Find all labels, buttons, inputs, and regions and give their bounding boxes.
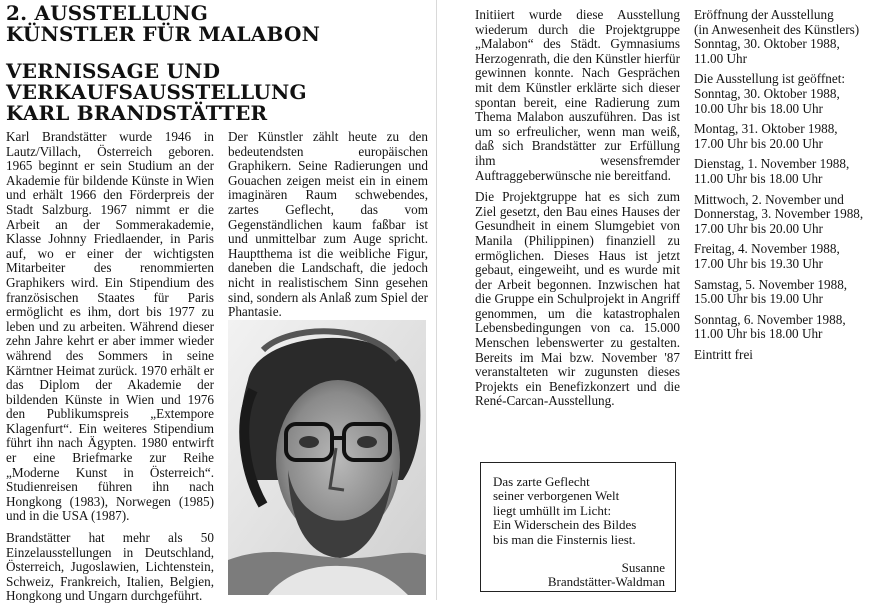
schedule-entry — [694, 278, 878, 307]
schedule-line: Montag, 31. Oktober 1988, — [694, 121, 838, 137]
exhibition-title-line: VERKAUFSAUSSTELLUNG — [6, 80, 307, 104]
schedule-entry — [694, 157, 878, 186]
schedule-line: Mittwoch, 2. November und — [694, 191, 844, 207]
schedule-line: 15.00 Uhr bis 19.00 Uhr — [694, 291, 823, 307]
schedule-line: 17.00 Uhr bis 20.00 Uhr — [694, 220, 823, 236]
poem-line: seiner verborgenen Welt — [493, 488, 620, 504]
poem-line: bis man die Finsternis liest. — [493, 531, 636, 547]
opening-hours-list — [694, 72, 878, 116]
project-goal-paragraph: Die Projektgruppe hat es sich zum Ziel gesetzt, den Bau eines Hauses der Gesundheit in einem Slumgebiet von Manila (Philippinen) finanziell zu ermöglichen. Dieses Haus ist jetzt gebaut, eingeweiht, und es wurde mit der Arbeit begonnen. Inzwischen hat die Gruppe ein Schulprojekt in Angriff genommen, um die katastrophalen Lebensbedingungen von ca. 15.000 Menschen lebenswerter zu gestalten. Bereits im Mai bzw. November '87 veranstalteten wir zugunsten dieses Projekts ein Benefizkonzert und die René-Carcan-Ausstellung. — [475, 189, 680, 409]
schedule-entry — [694, 193, 878, 237]
opening-hours-heading: Die Ausstellung ist geöffnet: — [694, 71, 846, 87]
schedule-line: Freitag, 4. November 1988, — [694, 241, 840, 257]
biography-paragraph: Karl Brandstätter wurde 1946 in Lautz/Villach, Österreich geboren. 1965 beginnt er sein Studium an der Akademie für bildende Künste in Wien und erhält 1966 den Förderpreis der Stadt Salzburg. 1967 nimmt er die Arbeit an der Sommerakademie, Klasse Johnny Friedlaender, in Paris auf, wo er einer der wichtigsten Mitarbeiter des renommierten Graphikers wird. Ein Stipendium des französischen Staates für Paris ermöglicht es ihm, dort bis 1977 zu leben und zu arbeiten. Während dieser zehn Jahre kehrt er aber immer wieder während des Sommers in seine Kärntner Heimat zurück. 1970 erhält er das Diplom der Akademie der bildenden Künste in Wien und 1976 den Publikumspreis „Extempore Klagenfurt“. Ein weiteres Stipendium führt ihn nach Ägypten. 1980 entwirft er eine Briefmarke zur Reihe „Moderne Kunst in Österreich“. Studienreisen führen ihn nach Hongkong (1983), Norwegen (1985) und in die USA (1987). — [6, 129, 214, 524]
opening-hours-column — [694, 8, 878, 368]
artwork-paragraph: Der Künstler zählt heute zu den bedeutendsten europäischen Graphikern. Seine Radierungen und Gouachen zeigen meist ein in einem imaginären Raum schwebendes, zartes Geflecht, das vom Gegenständlichen kaum faßbar ist und unmittelbar zum Auge spricht. Hauptthema ist die weibliche Figur, daneben die Landschaft, die jedoch nicht in realistischem Sinn gesehen sind, sondern als Anlaß zum Spiel der Phantasie. — [228, 129, 428, 320]
admission-note — [694, 348, 878, 363]
artwork-column — [228, 130, 428, 327]
exhibition-title-line: VERNISSAGE UND — [6, 59, 221, 83]
schedule-entry — [694, 313, 878, 342]
schedule-line: Sonntag, 30. Oktober 1988, — [694, 36, 840, 52]
schedule-entry — [694, 242, 878, 271]
project-column — [475, 8, 680, 416]
schedule-line: (in Anwesenheit des Künstlers) — [694, 21, 860, 37]
schedule-line: Dienstag, 1. November 1988, — [694, 156, 850, 172]
poem-author-line: Susanne — [621, 560, 665, 575]
admission-text: Eintritt frei — [694, 346, 753, 362]
poem-line: Ein Widerschein des Bildes — [493, 517, 637, 533]
schedule-line: 17.00 Uhr bis 19.30 Uhr — [694, 255, 823, 271]
poem-author — [548, 561, 665, 590]
page-fold-line — [436, 0, 437, 600]
schedule-line: Sonntag, 6. November 1988, — [694, 311, 846, 327]
schedule-line: Sonntag, 30. Oktober 1988, — [694, 85, 840, 101]
exhibitions-paragraph: Brandstätter hat mehr als 50 Einzelausstellungen in Deutschland, Österreich, Jugoslawien, Lichtenstein, Schweiz, Frankreich, Italien, Belgien, Hongkong und Ungarn durchgeführt. — [6, 530, 214, 604]
exhibition-heading — [6, 3, 426, 45]
schedule-line: 17.00 Uhr bis 20.00 Uhr — [694, 135, 823, 151]
biography-column — [6, 130, 214, 611]
poem-line: liegt umhüllt im Licht: — [493, 502, 612, 518]
exhibition-title — [6, 61, 426, 124]
exhibition-heading-line: KÜNSTLER FÜR MALABON — [6, 22, 321, 46]
poem-box — [480, 462, 676, 592]
opening-ceremony — [694, 8, 878, 66]
schedule-entry — [694, 122, 878, 151]
project-initiative-paragraph: Initiiert wurde diese Ausstellung wiederum durch die Projektgruppe „Malabon“ des Städt. Gymnasiums Herzogenrath, die den Künstler hierfür gewinnen konnte. Nach Gesprächen mit dem Künstler erklärte sich dieser spontan bereit, eine Radierung zum Thema Malabon auszuführen. Das ist um so erfreulicher, wenn man weiß, daß sich Brandstätter zur Erfüllung ihm wesensfremder Auftraggeberwünsche nie bereitfand. — [475, 7, 680, 183]
poem-author-line: Brandstätter-Waldman — [547, 574, 665, 590]
schedule-line: Eröffnung der Ausstellung — [694, 7, 834, 22]
exhibition-title-line: KARL BRANDSTÄTTER — [6, 101, 268, 125]
poem-verse — [493, 475, 636, 547]
exhibition-heading-line: 2. AUSSTELLUNG — [6, 1, 209, 25]
schedule-line: Donnerstag, 3. November 1988, — [694, 206, 864, 222]
schedule-line: 11.00 Uhr bis 18.00 Uhr — [694, 170, 823, 186]
artist-portrait-photo — [228, 320, 426, 595]
schedule-line: 10.00 Uhr bis 18.00 Uhr — [694, 100, 823, 116]
schedule-line: Samstag, 5. November 1988, — [694, 276, 848, 292]
portrait-image — [228, 320, 426, 595]
schedule-line: 11.00 Uhr — [694, 50, 747, 66]
poem-line: Das zarte Geflecht — [493, 474, 590, 489]
schedule-line: 11.00 Uhr bis 18.00 Uhr — [694, 326, 823, 342]
